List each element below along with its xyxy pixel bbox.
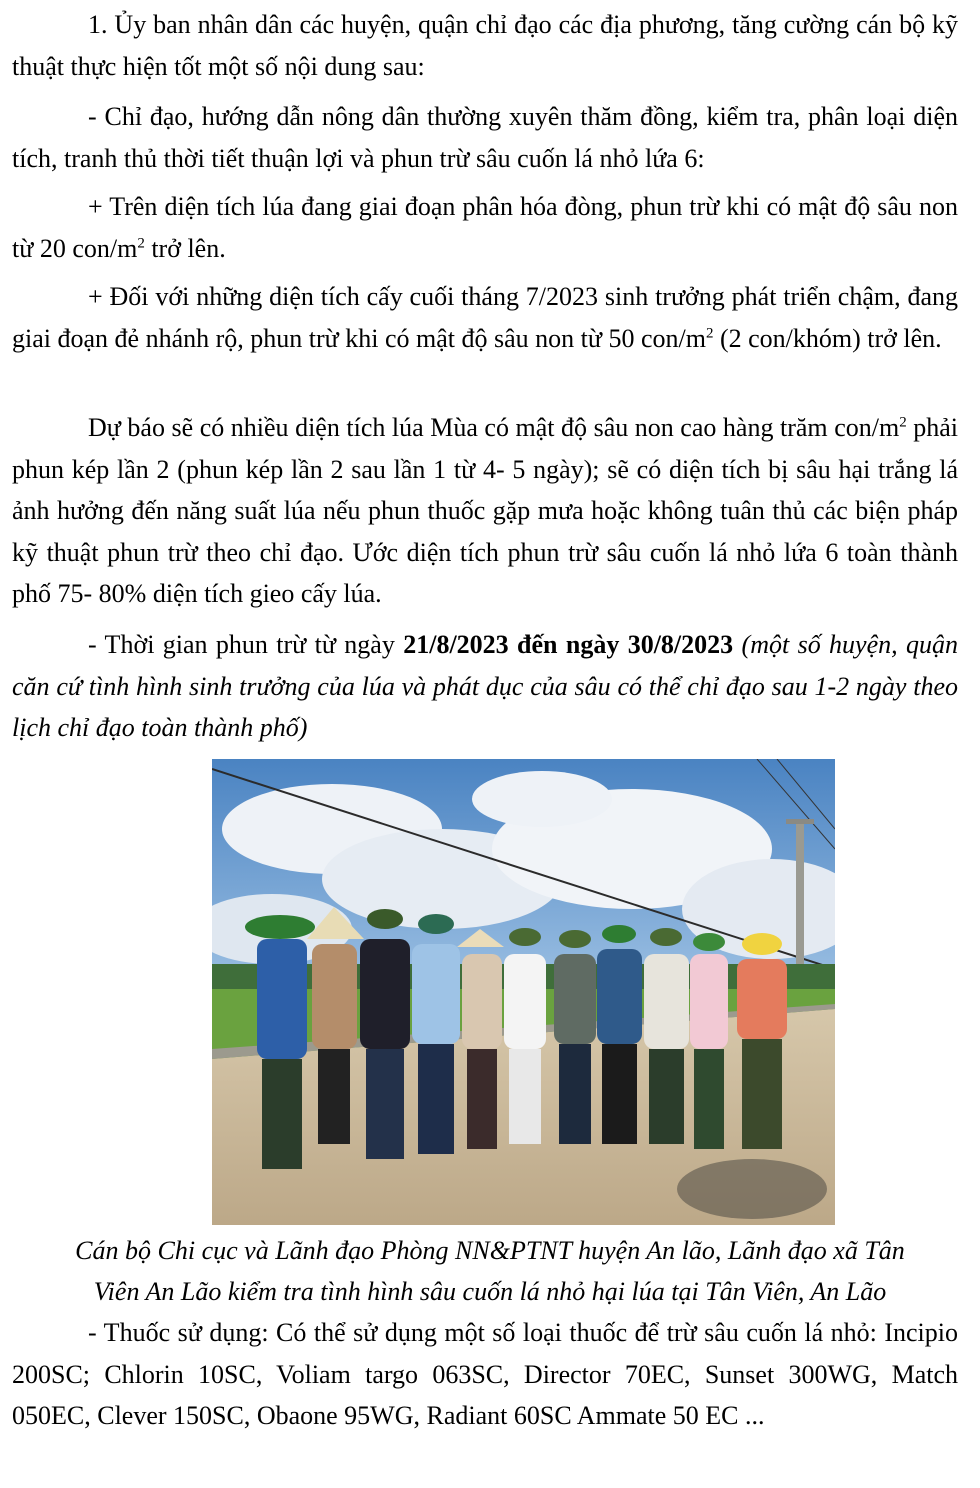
paragraph-5 [12, 407, 958, 615]
paragraph-3-text: + Trên diện tích lúa đang giai đoạn phân hóa đòng, phun trừ khi có mật độ sâu non từ 20 con/m [12, 192, 958, 263]
paragraph-4 [12, 276, 958, 359]
paragraph-7: - Thuốc sử dụng: Có thể sử dụng một số loại thuốc để trừ sâu cuốn lá nhỏ: Incipio 200SC; Chlorin 10SC, Voliam targo 063SC, Director 70EC, Sunset 300WG, Match 050EC, Clever 150SC, Obaone 95WG, Radiant 60SC Ammate 50 EC ... [12, 1318, 958, 1430]
photo-caption-line-2: Viên An Lão kiểm tra tình hình sâu cuốn lá nhỏ hại lúa tại Tân Viên, An Lão [93, 1277, 887, 1306]
paragraph-6 [12, 624, 958, 749]
superscript: 2 [705, 324, 714, 341]
paragraph-3-end: trở lên. [144, 233, 226, 263]
paragraph-2: - Chỉ đạo, hướng dẫn nông dân thường xuyên thăm đồng, kiểm tra, phân loại diện tích, tranh thủ thời tiết thuận lợi và phun trừ sâu cuốn lá nhỏ lứa 6: [12, 102, 958, 173]
paragraph-4-text: + Đối với những diện tích cấy cuối tháng 7/2023 sinh trưởng phát triển chậm, đang giai đoạn đẻ nhánh rộ, phun trừ khi có mật độ sâu non từ 50 con/m [12, 282, 958, 353]
paragraph-6-note: (một số huyện, quận căn cứ tình hình sinh trưởng của lúa và phát dục của sâu có thể chỉ đạo sau 1-2 ngày theo lịch chỉ đạo toàn thành phố) [12, 630, 959, 742]
superscript: 2 [899, 414, 907, 431]
date-range: 21/8/2023 đến ngày 30/8/2023 [403, 630, 734, 659]
space [733, 630, 741, 659]
field-inspection-photo [212, 759, 835, 1225]
photo-caption-line-1: Cán bộ Chi cục và Lãnh đạo Phòng NN&PTNT huyện An lão, Lãnh đạo xã Tân [75, 1236, 905, 1265]
paragraph-5-end: phải phun kép lần 2 (phun kép lần 2 sau lần 1 từ 4- 5 ngày); sẽ có diện tích bị sâu hại trắng lá ảnh hưởng đến năng suất lúa nếu phun thuốc gặp mưa hoặc không tuân thủ các biện pháp kỹ thuật phun trừ theo chỉ đạo. Ước diện tích phun trừ sâu cuốn lá nhỏ lứa 6 toàn thành phố 75- 80% diện tích gieo cấy lúa. [12, 413, 959, 608]
paragraph-3 [12, 186, 958, 269]
paragraph-4-end: (2 con/khóm) trở lên. [713, 323, 942, 353]
paragraph-1: 1. Ủy ban nhân dân các huyện, quận chỉ đạo các địa phương, tăng cường cán bộ kỹ thuật thực hiện tốt một số nội dung sau: [12, 10, 958, 81]
paragraph-5-text: Dự báo sẽ có nhiều diện tích lúa Mùa có mật độ sâu non cao hàng trăm con/m [88, 413, 900, 442]
superscript: 2 [137, 234, 145, 251]
paragraph-6-text: - Thời gian phun trừ từ ngày [88, 630, 404, 659]
